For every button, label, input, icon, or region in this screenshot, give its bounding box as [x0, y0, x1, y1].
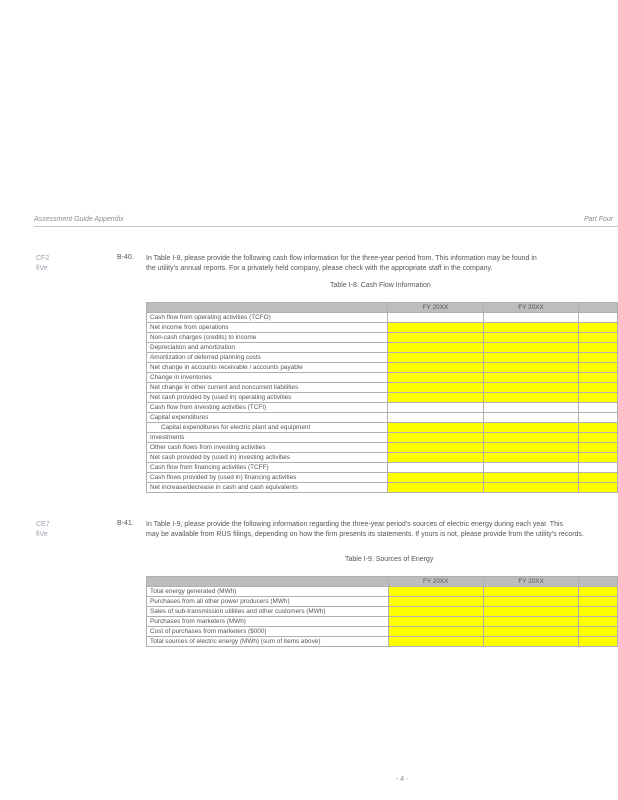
table-row	[147, 383, 618, 393]
table-row	[147, 333, 618, 343]
entry-cell[interactable]	[388, 423, 484, 433]
entry-cell[interactable]	[579, 453, 618, 463]
row-label: Net cash provided by (used in) operating activities	[147, 393, 388, 403]
column-header	[579, 303, 618, 313]
entry-cell[interactable]	[483, 423, 579, 433]
row-label: Total sources of electric energy (MWh) (sum of items above)	[147, 637, 389, 647]
entry-cell[interactable]	[388, 587, 483, 597]
entry-cell[interactable]	[388, 323, 484, 333]
row-label: Purchases from all other power producers (MWh)	[147, 597, 389, 607]
table-row	[147, 637, 618, 647]
table-title: Table I-8. Cash Flow Information	[330, 282, 431, 289]
empty-cell	[388, 413, 484, 423]
entry-cell[interactable]	[483, 363, 579, 373]
header-rule	[34, 226, 618, 227]
entry-cell[interactable]	[579, 423, 618, 433]
row-label: Investments	[147, 433, 388, 443]
table-row	[147, 473, 618, 483]
entry-cell[interactable]	[579, 607, 618, 617]
table-row	[147, 323, 618, 333]
row-label: Net cash provided by (used in) investing activities	[147, 453, 388, 463]
row-label: Capital expenditures	[147, 413, 388, 423]
entry-cell[interactable]	[579, 323, 618, 333]
empty-cell	[579, 413, 618, 423]
margin-code-line: fiVe	[36, 265, 48, 272]
table-row	[147, 433, 618, 443]
margin-code-line: CE7	[36, 521, 50, 528]
table-row	[147, 483, 618, 493]
entry-cell[interactable]	[388, 617, 483, 627]
entry-cell[interactable]	[483, 323, 579, 333]
entry-cell[interactable]	[483, 637, 578, 647]
table-row	[147, 423, 618, 433]
margin-code-line: CF2	[36, 255, 50, 262]
entry-cell[interactable]	[388, 473, 484, 483]
question-number: B-40.	[117, 254, 134, 261]
entry-cell[interactable]	[579, 637, 618, 647]
column-header: FY 20XX	[483, 303, 579, 313]
row-label: Depreciation and amortization	[147, 343, 388, 353]
entry-cell[interactable]	[483, 627, 578, 637]
entry-cell[interactable]	[483, 433, 579, 443]
entry-cell[interactable]	[483, 343, 579, 353]
row-label: Other cash flows from investing activities	[147, 443, 388, 453]
row-label: Cash flow from operating activities (TCFO)	[147, 313, 388, 323]
row-label: Cash flows provided by (used in) financing activities	[147, 473, 388, 483]
row-label: Cash flow from investing activities (TCFI)	[147, 403, 388, 413]
question-text-line: In Table I-8, please provide the following cash flow information for the three-year period from. This information may be found in	[146, 255, 537, 262]
question-number: B-41.	[117, 520, 134, 527]
entry-cell[interactable]	[579, 443, 618, 453]
entry-cell[interactable]	[579, 597, 618, 607]
entry-cell[interactable]	[483, 353, 579, 363]
table-row	[147, 617, 618, 627]
table-row	[147, 343, 618, 353]
entry-cell[interactable]	[388, 607, 483, 617]
table-row	[147, 403, 618, 413]
question-text	[146, 254, 618, 274]
question-text-line: In Table I-9, please provide the following information regarding the three-year period's sources of electric energy during each year. This	[146, 521, 564, 528]
column-header: FY 20XX	[388, 303, 484, 313]
entry-cell[interactable]	[579, 587, 618, 597]
row-label: Net change in accounts receivable / accounts payable	[147, 363, 388, 373]
entry-cell[interactable]	[483, 393, 579, 403]
empty-cell	[483, 413, 579, 423]
empty-cell	[579, 403, 618, 413]
entry-cell[interactable]	[483, 453, 579, 463]
row-label: Purchases from marketers (MWh)	[147, 617, 389, 627]
entry-cell[interactable]	[388, 627, 483, 637]
entry-cell[interactable]	[579, 393, 618, 403]
entry-cell[interactable]	[579, 373, 618, 383]
row-label: Capital expenditures for electric plant and equipment	[147, 423, 388, 433]
column-header	[579, 577, 618, 587]
entry-cell[interactable]	[579, 473, 618, 483]
empty-cell	[483, 403, 579, 413]
table-row	[147, 413, 618, 423]
entry-cell[interactable]	[579, 383, 618, 393]
row-label: Change in inventories	[147, 373, 388, 383]
entry-cell[interactable]	[388, 333, 484, 343]
table-row	[147, 443, 618, 453]
entry-cell[interactable]	[579, 333, 618, 343]
table-row	[147, 353, 618, 363]
entry-cell[interactable]	[483, 333, 579, 343]
entry-cell[interactable]	[579, 627, 618, 637]
table-row	[147, 463, 618, 473]
entry-cell[interactable]	[579, 353, 618, 363]
column-header	[147, 577, 389, 587]
margin-code-q1	[36, 254, 49, 274]
entry-cell[interactable]	[579, 363, 618, 373]
entry-cell[interactable]	[483, 383, 579, 393]
entry-cell[interactable]	[388, 453, 484, 463]
entry-cell[interactable]	[388, 637, 483, 647]
running-header-left: Assessment Guide Appendix	[34, 216, 124, 223]
entry-cell[interactable]	[388, 373, 484, 383]
table-row	[147, 453, 618, 463]
row-label: Net increase/decrease in cash and cash equivalents	[147, 483, 388, 493]
entry-cell[interactable]	[483, 607, 578, 617]
row-label: Cash flow from financing activities (TCFF)	[147, 463, 388, 473]
entry-cell[interactable]	[388, 383, 484, 393]
table-row	[147, 393, 618, 403]
table-row	[147, 587, 618, 597]
question-text	[146, 520, 618, 540]
empty-cell	[483, 313, 579, 323]
empty-cell	[483, 463, 579, 473]
page-number: - 4 -	[396, 776, 409, 783]
cash-flow-table	[146, 302, 618, 493]
question-text-line: the utility's annual reports. For a privately held company, please check with the appropriate staff in the company.	[146, 265, 493, 272]
table-row	[147, 363, 618, 373]
entry-cell[interactable]	[388, 597, 483, 607]
row-label: Net income from operations	[147, 323, 388, 333]
entry-cell[interactable]	[579, 617, 618, 627]
column-header: FY 20XX	[388, 577, 483, 587]
empty-cell	[579, 463, 618, 473]
table-header-row	[147, 577, 618, 587]
empty-cell	[388, 403, 484, 413]
table-row	[147, 373, 618, 383]
entry-cell[interactable]	[483, 443, 579, 453]
question-text-line: may be available from RUS filings, depending on how the firm presents its statements. If yours is not, please provide from the utility's records.	[146, 531, 584, 538]
entry-cell[interactable]	[483, 597, 578, 607]
entry-cell[interactable]	[388, 433, 484, 443]
row-label: Total energy generated (MWh)	[147, 587, 389, 597]
table-row	[147, 597, 618, 607]
empty-cell	[388, 313, 484, 323]
entry-cell[interactable]	[579, 433, 618, 443]
row-label: Net change in other current and noncurrent liabilities	[147, 383, 388, 393]
entry-cell[interactable]	[483, 483, 579, 493]
entry-cell[interactable]	[388, 353, 484, 363]
margin-code-q2	[36, 520, 50, 540]
empty-cell	[579, 313, 618, 323]
table-row	[147, 313, 618, 323]
entry-cell[interactable]	[388, 483, 484, 493]
entry-cell[interactable]	[388, 393, 484, 403]
entry-cell[interactable]	[388, 443, 484, 453]
energy-sources-table	[146, 576, 618, 647]
empty-cell	[388, 463, 484, 473]
entry-cell[interactable]	[388, 343, 484, 353]
entry-cell[interactable]	[483, 373, 579, 383]
running-header-right: Part Four	[584, 216, 614, 223]
row-label: Non-cash charges (credits) to income	[147, 333, 388, 343]
column-header: FY 20XX	[483, 577, 578, 587]
entry-cell[interactable]	[579, 343, 618, 353]
row-label: Amortization of deferred planning costs	[147, 353, 388, 363]
margin-code-line: fiVe	[36, 531, 48, 538]
row-label: Cost of purchases from marketers ($000)	[147, 627, 389, 637]
column-header	[147, 303, 388, 313]
table-row	[147, 627, 618, 637]
row-label: Sales of sub-transmission utilities and other customers (MWh)	[147, 607, 389, 617]
entry-cell[interactable]	[388, 363, 484, 373]
entry-cell[interactable]	[483, 587, 578, 597]
entry-cell[interactable]	[579, 483, 618, 493]
table-row	[147, 607, 618, 617]
entry-cell[interactable]	[483, 617, 578, 627]
table-header-row	[147, 303, 618, 313]
entry-cell[interactable]	[483, 473, 579, 483]
table-title: Table I-9. Sources of Energy	[345, 556, 434, 563]
